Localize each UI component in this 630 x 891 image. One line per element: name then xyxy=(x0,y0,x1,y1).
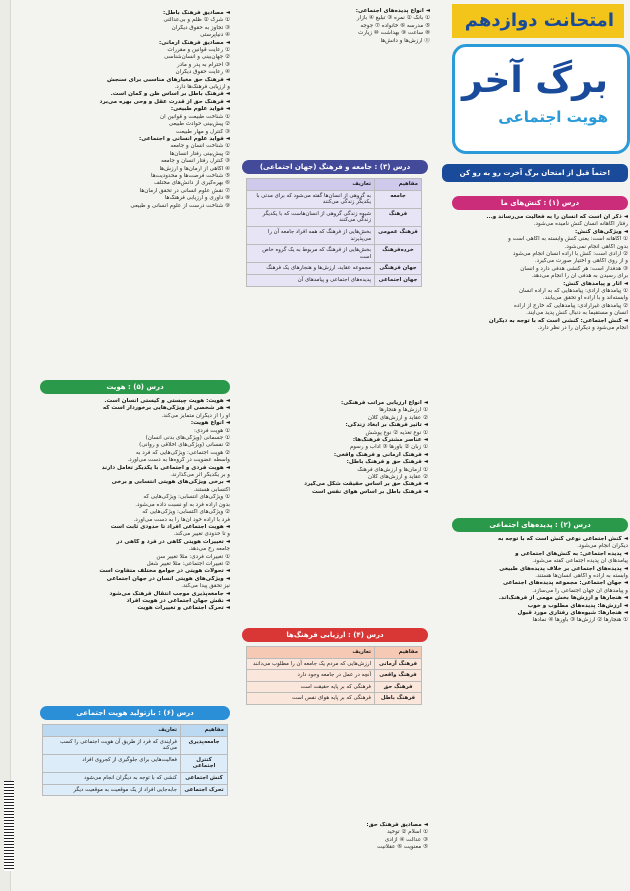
text-line: ◄ فرهنگ حق بر اساس حقیقت شکل می‌گیرد xyxy=(304,481,428,488)
text-line: ① ارزش‌ها و هنجارها xyxy=(379,407,428,414)
text-line: ③ احترام به پدر و مادر xyxy=(176,61,230,68)
table-cell: بخش‌هایی از فرهنگ که همه افراد جامعه آن را می‌پذیرند xyxy=(247,226,375,244)
text-line: ◄ مصادیق فرهنگ باطل: xyxy=(163,10,230,16)
table-cell: کنترل اجتماعی xyxy=(181,754,228,772)
text-line: ④ دنیاپرستی xyxy=(200,32,230,39)
text-line: ③ هدفدار است: هر کنشی هدفی دارد و انسان xyxy=(520,265,628,272)
text-line: ① زبان ② باورها ③ آداب و رسوم xyxy=(349,444,428,451)
table-header-cell: تعاریف xyxy=(247,647,375,659)
lesson-1-header: درس (۱) : کنش‌های ما xyxy=(452,196,628,210)
subject-title: هویت اجتماعی xyxy=(498,108,608,126)
table-cell: جامعه xyxy=(375,190,422,208)
text-line: ① شناخت انسان و جامعه xyxy=(170,143,230,150)
text-line: ② عقاید و ارزش‌های کلان xyxy=(367,474,428,481)
text-line: ① شرک ② ظلم و بی‌عدالتی xyxy=(163,17,230,24)
text-line: ① رعایت قوانین و مقررات xyxy=(167,47,230,54)
table-row xyxy=(247,245,422,263)
table-cell: جهان فرهنگی xyxy=(375,263,422,275)
text-line: ⑥ بهره‌گیری از دانش‌های مختلف xyxy=(153,180,230,187)
table-header-row xyxy=(247,179,422,191)
text-line: ◄ تغییرات هویتی گاهی در فرد و گاهی در xyxy=(116,538,230,545)
grade-label: امتحانت دوازدهم xyxy=(464,10,614,31)
text-line: ◄ کنش اجتماعی نوعی کنش است که با توجه به xyxy=(497,536,628,542)
table-cell: آنچه در عمل در جامعه وجود دارد xyxy=(247,670,375,682)
text-line: او را از دیگران متمایز می‌کند. xyxy=(161,412,230,419)
lesson-5-text xyxy=(14,398,230,613)
lesson-4-header: درس (۴) : ارزیابی فرهنگ‌ها xyxy=(242,628,428,642)
text-line: ② پیامدهای غیرارادی: پیامدهایی که خارج از اراده xyxy=(513,302,628,309)
table-header-cell: تعاریف xyxy=(43,725,181,737)
text-line: ◄ هنجارها: شیوه‌های رفتاری مورد قبول xyxy=(517,610,628,617)
table-cell: جهان اجتماعی xyxy=(375,274,422,286)
table-cell: مجموعه عقاید، ارزش‌ها و هنجارهای یک فرهنگ xyxy=(247,263,375,275)
table-cell: فرهنگ عمومی xyxy=(375,226,422,244)
text-line: ◄ انواع پدیده‌های اجتماعی: xyxy=(355,8,430,14)
title-box xyxy=(452,4,624,154)
table-cell: ارزش‌هایی که مردم یک جامعه آن را مطلوب می‌دانند xyxy=(247,658,375,670)
table-cell: فرایندی که فرد از طریق آن هویت اجتماعی را کسب می‌کند xyxy=(43,736,181,754)
left-top-notes xyxy=(14,10,230,210)
text-line: ① آرمان‌ها و ارزش‌های فرهنگ xyxy=(357,466,428,473)
text-line: ◄ تحرک اجتماعی و تغییرات هویت xyxy=(137,605,230,612)
text-line: اکتسابی هستند. xyxy=(193,486,230,493)
text-line: دیگران انجام می‌شود. xyxy=(577,543,628,550)
text-line: و پیامدهای آن جهان اجتماعی را می‌سازد. xyxy=(532,587,628,594)
table-cell: بخش‌هایی از فرهنگ که مربوط به یک گروه خاص است xyxy=(247,245,375,263)
lesson-1-text xyxy=(440,214,628,333)
text-line: برای رسیدن به هدفی آن را انجام می‌دهد. xyxy=(531,273,628,280)
text-line: ② تغییرات اجتماعی: مثلاً تغییر شغل xyxy=(146,560,230,567)
text-line: ② هویت اجتماعی: ویژگی‌هایی که فرد به xyxy=(135,449,230,456)
text-line: و بر یکدیگر اثر می‌گذارند. xyxy=(170,472,230,479)
table-cell: پدیده‌های اجتماعی و پیامدهای آن xyxy=(247,274,375,286)
text-line: ◄ ذکر آن است که انسان را به فعالیت می‌رساند و... xyxy=(486,214,628,220)
table-cell: شیوه زندگی گروهی از انسان‌هاست که با یکدیگر زندگی می‌کنند xyxy=(247,208,375,226)
text-line: ⑤ مدرسه ⑥ خانواده ⑦ جوجه xyxy=(360,22,430,29)
table-cell: فرهنگ آرمانی xyxy=(375,658,422,670)
text-line: ④ آگاهی از آرمان‌ها و ارزش‌ها xyxy=(159,165,230,172)
phenomena-list xyxy=(334,8,430,45)
table-row xyxy=(247,190,422,208)
text-line: بدون اراده فرد به او نسبت داده می‌شود. xyxy=(135,501,230,508)
text-line: ◄ ارزش‌ها: پدیده‌های مطلوب و خوب xyxy=(527,602,628,609)
text-line: ◄ ویژگی‌های هویتی انسان در جهان اجتماعی xyxy=(106,575,230,582)
lesson-4-notes xyxy=(242,822,428,852)
text-line: و ارزیابی فرهنگ‌ها دارد. xyxy=(174,84,230,91)
text-line: ① ویژگی‌های انتسابی: ویژگی‌هایی که xyxy=(143,494,230,501)
table-row xyxy=(247,226,422,244)
text-line: ◄ هنجارها و ارزش‌ها بخش مهمی از فرهنگ‌اند. xyxy=(498,595,628,602)
text-line: ⑧ داوری و ارزیابی فرهنگ‌ها xyxy=(164,195,230,202)
text-line: ◄ فواید علوم طبیعی: xyxy=(170,106,230,113)
lesson-2-header: درس (۲) : پدیده‌های اجتماعی xyxy=(452,518,628,532)
text-line: ① پیامدهای ارادی: پیامدهایی که به اراده انسان xyxy=(518,288,628,295)
text-line: وابسته به اراده و آگاهی انسان‌ها هستند. xyxy=(535,573,628,580)
lesson-4-table xyxy=(246,646,422,705)
text-line: ③ عدالت ④ آزادی xyxy=(384,836,428,843)
lesson-3-table xyxy=(246,178,422,287)
text-line: ◄ عناصر مشترک فرهنگ‌ها: xyxy=(352,437,428,444)
text-line: انسان و مستقیماً به دنبال کنش پدید می‌آیند. xyxy=(526,310,628,317)
table-header-row xyxy=(43,725,228,737)
table-cell: فرهنگ باطل xyxy=(375,693,422,705)
left-edge-strip xyxy=(0,0,11,891)
table-row xyxy=(43,772,228,784)
text-line: ③ تجاوز به حقوق دیگران xyxy=(171,24,230,31)
text-line: ◄ مصادیق فرهنگ آرمانی: xyxy=(159,39,230,46)
text-line: ◄ هویت: هویت چیستی و کیستی انسان است. xyxy=(104,398,230,404)
table-cell: فرهنگ xyxy=(375,208,422,226)
column-middle xyxy=(238,0,430,891)
text-line: ◄ تحولات هویتی در جوامع مختلف متفاوت است xyxy=(99,568,230,575)
table-row xyxy=(43,784,228,796)
text-line: ① آگاهانه است: یعنی کنش وابسته به آگاهی است و xyxy=(508,236,628,243)
table-cell: جامعه‌پذیری xyxy=(181,736,228,754)
text-line: ◄ انواع هویت: xyxy=(190,420,230,427)
text-line: جامعه رخ می‌دهد. xyxy=(188,546,230,553)
text-line: ⑤ شناخت فرصت‌ها و محدودیت‌ها xyxy=(151,172,230,179)
text-line: ② ویژگی‌های اکتسابی: ویژگی‌هایی که xyxy=(142,509,230,516)
table-cell: خرده‌فرهنگ xyxy=(375,245,422,263)
main-title: برگ آخر xyxy=(462,60,608,101)
text-line: ⑦ نقش علوم انسانی در تحقق آرمان‌ها xyxy=(139,187,230,194)
text-line: ⑨ شناخت درست از علوم انسانی و طبیعی xyxy=(130,202,230,209)
table-row xyxy=(247,274,422,286)
text-line: ◄ فرهنگ حق معیارهای مناسبی برای سنجش xyxy=(106,76,230,83)
lesson-2-text xyxy=(440,536,628,625)
table-header-cell: تعاریف xyxy=(247,179,375,191)
text-line: ◄ نقش جهان اجتماعی در هویت افراد xyxy=(126,597,230,604)
lesson-6-table xyxy=(42,724,228,796)
text-line: ② پیش‌بینی حوادث طبیعی xyxy=(168,121,230,128)
text-line: ① هنجارها ② ارزش‌ها ③ باورها ④ نمادها xyxy=(532,617,628,624)
text-line: ◄ هر شخصی از ویژگی‌هایی برخوردار است که xyxy=(102,405,230,412)
text-line: ◄ پدیده‌های اجتماعی بر خلاف پدیده‌های طبیعی xyxy=(499,565,628,572)
text-line: ◄ پدیده اجتماعی: به کنش‌های اجتماعی و xyxy=(515,550,628,557)
text-line: ◄ تأثیر فرهنگ بر ابعاد زندگی: xyxy=(345,422,428,429)
table-cell: کنش اجتماعی xyxy=(181,772,228,784)
text-line: نیز تحقق پیدا می‌کند. xyxy=(181,583,230,590)
grade-ribbon xyxy=(452,4,624,38)
text-line: ◄ کنش اجتماعی: کنشی است که با توجه به دیگران xyxy=(488,317,628,324)
text-line: ② عقاید و ارزش‌های کلان xyxy=(367,414,428,421)
text-line: ⑧ ساعت ⑨ بهداشت ⑩ زیارت xyxy=(358,30,430,37)
text-line: ◄ فرهنگ حق و فرهنگ باطل: xyxy=(346,459,428,466)
text-line: ◄ فرهنگ باطل بر اساس ظن و گمان است. xyxy=(110,91,230,98)
text-line: بدون آگاهی انجام نمی‌شود. xyxy=(564,243,628,250)
table-cell: فرهنگ واقعی xyxy=(375,670,422,682)
table-row xyxy=(247,670,422,682)
text-line: ② ارادی است: کنش با اراده انسان انجام می‌شود xyxy=(512,251,628,258)
table-cell: فرهنگی که بر پایه هوای نفس است xyxy=(247,693,375,705)
table-row xyxy=(247,208,422,226)
text-line: ① نوع تغذیه ② نوع پوشش xyxy=(365,429,428,436)
table-row xyxy=(247,693,422,705)
lesson-3-header: درس (۳) : جامعه و فرهنگ (جهان اجتماعی) xyxy=(242,160,428,174)
table-row xyxy=(247,263,422,275)
text-line: و تا حدودی تغییر می‌کند. xyxy=(173,531,230,538)
table-cell: به گروهی از انسان‌ها گفته می‌شود که برای مدتی با یکدیگر زندگی می‌کنند xyxy=(247,190,375,208)
lesson-3-notes xyxy=(242,400,428,496)
table-cell: تحرک اجتماعی xyxy=(181,784,228,796)
text-line: ◄ فواید علوم انسانی و اجتماعی: xyxy=(138,135,230,142)
text-line: ② جهان‌بینی و انسان‌شناسی xyxy=(164,54,230,61)
text-line: ◄ فرهنگ حق از قدرت عقل و وحی بهره می‌برد xyxy=(99,98,230,105)
text-line: ⑪ ارزش‌ها و دانش‌ها xyxy=(380,37,430,44)
table-cell: فرهنگ حق xyxy=(375,681,422,693)
text-line: ◄ برخی ویژگی‌های هویتی انتسابی و برخی xyxy=(111,479,230,486)
text-line: ◄ جامعه‌پذیری موجب انتقال فرهنگ می‌شود xyxy=(109,590,230,597)
table-row xyxy=(247,658,422,670)
table-header-cell: مفاهیم xyxy=(375,179,422,191)
text-line: ② پیش‌بینی رفتار انسان‌ها xyxy=(169,150,230,157)
text-line: ◄ هویت اجتماعی افراد تا حدودی ثابت است xyxy=(110,523,230,530)
text-line: فرد با اراده خود آن‌ها را به دست می‌آورد. xyxy=(133,516,230,523)
table-row xyxy=(43,754,228,772)
table-row xyxy=(247,681,422,693)
text-line: ① جسمانی (ویژگی‌های بدنی انسان) xyxy=(145,435,230,442)
text-line: ⑤ معنویت ⑥ عقلانیت xyxy=(377,844,428,851)
lesson-6-header: درس (۶) : بازتولید هویت اجتماعی xyxy=(40,706,230,720)
text-line: ◄ مصادیق فرهنگ حق: xyxy=(366,822,428,828)
text-line: ◄ هویت فردی و اجتماعی با یکدیگر تعامل دارند xyxy=(101,464,230,471)
column-right xyxy=(436,0,630,891)
table-header-row xyxy=(247,647,422,659)
text-line: انجام می‌شود و دیگران را در نظر دارد. xyxy=(537,325,628,332)
table-cell: جابه‌جایی افراد از یک موقعیت به موقعیت دیگر xyxy=(43,784,181,796)
text-line: و از روی آگاهی و اختیار صورت می‌گیرد. xyxy=(534,258,628,265)
text-line: ④ رعایت حقوق دیگران xyxy=(175,69,230,76)
text-line: ◄ جهان اجتماعی: مجموعه پدیده‌های اجتماعی xyxy=(502,580,628,587)
text-line: ① هویت فردی: xyxy=(194,427,230,434)
text-line: ① بانک ② نمره ③ تبلیغ ④ بازار xyxy=(356,15,430,22)
text-line: واسطه عضویت در گروه‌ها به دست می‌آورد. xyxy=(127,457,230,464)
text-line: ① شناخت طبیعت و قوانین آن xyxy=(160,113,230,120)
text-line: ◄ فرهنگ آرمانی و فرهنگ واقعی: xyxy=(333,451,428,458)
text-line: پیامدهای آن پدیده اجتماعی گفته می‌شود. xyxy=(532,558,628,565)
column-left xyxy=(14,0,230,891)
table-header-cell: مفاهیم xyxy=(375,647,422,659)
text-line: ① اسلام ② توحید xyxy=(387,829,428,836)
text-line: ◄ فرهنگ باطل بر اساس هوای نفس است xyxy=(311,488,428,495)
text-line: ◄ آثار و پیامدهای کنش: xyxy=(563,280,628,287)
text-line: ③ کنترل رفتار انسان و جامعه xyxy=(160,158,230,165)
lesson-5-header: درس (۵) : هویت xyxy=(40,380,230,394)
table-header-cell: مفاهیم xyxy=(181,725,228,737)
table-cell: کنشی که با توجه به دیگران انجام می‌شود xyxy=(43,772,181,784)
table-row xyxy=(43,736,228,754)
text-line: ① تغییرات فردی: مثلاً تغییر سن xyxy=(156,553,230,560)
barcode-icon xyxy=(4,781,14,871)
table-cell: فرهنگی که بر پایه حقیقت است xyxy=(247,681,375,693)
text-line: ◄ ویژگی‌های کنش: xyxy=(575,228,628,235)
table-cell: فعالیت‌هایی برای جلوگیری از کجروی افراد xyxy=(43,754,181,772)
text-line: وابسته‌اند و با اراده او تحقق می‌یابند. xyxy=(542,295,628,302)
text-line: ② نفسانی (ویژگی‌های اخلاقی و روانی) xyxy=(139,442,230,449)
text-line: ◄ انواع ارزیابی مراتب فرهنگی: xyxy=(340,400,428,406)
text-line: ③ کنترل و مهار طبیعت xyxy=(175,128,230,135)
text-line: رفتار آگاهانه انسان کنش نامیده می‌شود. xyxy=(533,221,628,228)
notice-banner: حتماً قبل از امتحان برگ آخرت رو به رو کن! xyxy=(442,164,628,182)
